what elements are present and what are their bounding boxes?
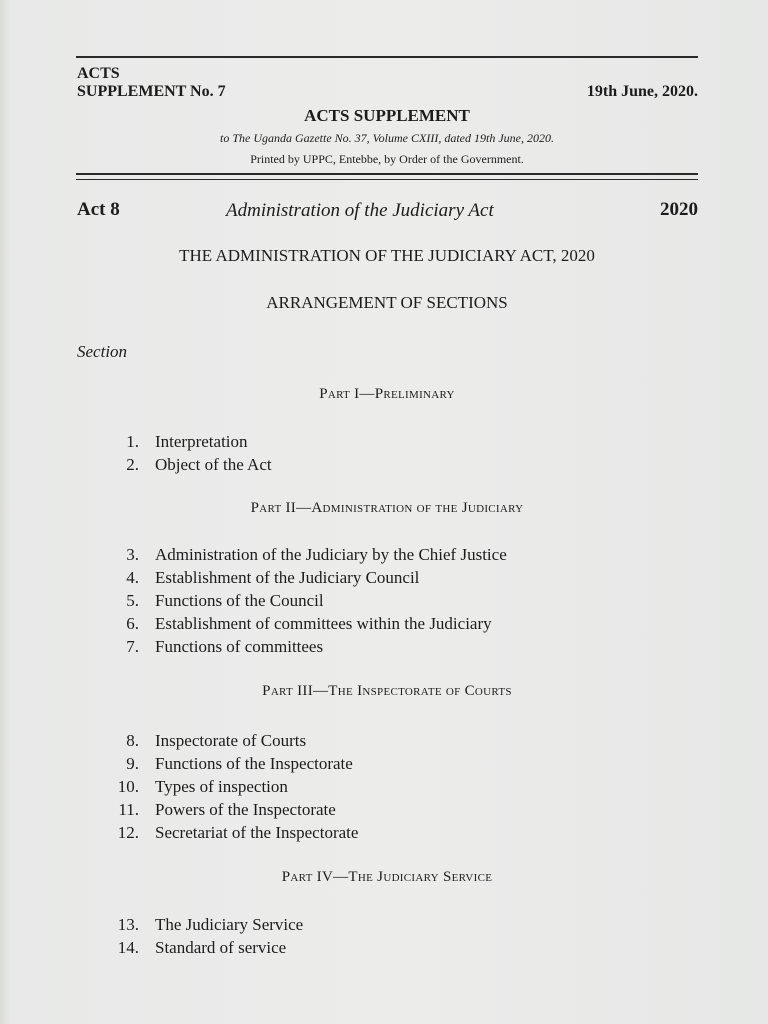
section-number: 5. bbox=[126, 591, 139, 610]
section-number: 12. bbox=[117, 823, 139, 842]
section-number: 10. bbox=[117, 777, 139, 796]
section-number: 3. bbox=[126, 545, 139, 564]
section-number: 8. bbox=[126, 731, 139, 750]
section-title: Inspectorate of Courts bbox=[155, 731, 307, 750]
part-heading: Part III—The Inspectorate of Courts bbox=[262, 683, 512, 699]
part-heading: Part IV—The Judiciary Service bbox=[281, 869, 493, 885]
section-number: 6. bbox=[126, 614, 139, 633]
section-title: Functions of committees bbox=[155, 637, 324, 656]
header-rule-upper bbox=[76, 173, 698, 175]
section-title: The Judiciary Service bbox=[155, 915, 304, 934]
act-year: 2020 bbox=[660, 199, 698, 220]
section-title: Standard of service bbox=[155, 938, 287, 957]
supplement-date: 19th June, 2020. bbox=[586, 83, 698, 100]
printed-line: Printed by UPPC, Entebbe, by Order of the Government. bbox=[250, 152, 524, 166]
section-title: Interpretation bbox=[155, 432, 248, 451]
section-title: Functions of the Inspectorate bbox=[155, 754, 353, 773]
section-number: 14. bbox=[117, 938, 139, 957]
section-title: Establishment of the Judiciary Council bbox=[155, 568, 420, 587]
section-title: Administration of the Judiciary by the Chief Justice bbox=[155, 545, 507, 564]
section-number: 2. bbox=[126, 455, 139, 474]
section-title: Establishment of committees within the Judiciary bbox=[155, 614, 492, 633]
top-rule bbox=[76, 56, 698, 58]
section-number: 9. bbox=[126, 754, 139, 773]
act-full-title: THE ADMINISTRATION OF THE JUDICIARY ACT, 2020 bbox=[179, 246, 595, 265]
part-heading: Part I—Preliminary bbox=[319, 386, 455, 402]
section-label: Section bbox=[77, 342, 128, 361]
section-number: 13. bbox=[117, 915, 139, 934]
act-number: Act 8 bbox=[77, 199, 120, 220]
section-number: 11. bbox=[118, 800, 139, 819]
section-number: 4. bbox=[126, 568, 139, 587]
section-title: Types of inspection bbox=[155, 777, 288, 796]
section-number: 1. bbox=[126, 432, 139, 451]
arrangement-heading: ARRANGEMENT OF SECTIONS bbox=[266, 293, 508, 312]
section-title: Secretariat of the Inspectorate bbox=[155, 823, 359, 842]
part-heading: Part II—Administration of the Judiciary bbox=[250, 500, 524, 516]
supplement-label: SUPPLEMENT No. 7 bbox=[77, 83, 226, 100]
section-title: Object of the Act bbox=[155, 455, 272, 474]
gazette-line: to The Uganda Gazette No. 37, Volume CXIII, dated 19th June, 2020. bbox=[220, 131, 554, 145]
section-number: 7. bbox=[126, 637, 139, 656]
acts-label: ACTS bbox=[77, 65, 120, 82]
supplement-title: ACTS SUPPLEMENT bbox=[304, 106, 470, 125]
section-title: Functions of the Council bbox=[155, 591, 324, 610]
section-title: Powers of the Inspectorate bbox=[155, 800, 336, 819]
header-rule-lower bbox=[76, 179, 698, 180]
act-name: Administration of the Judiciary Act bbox=[226, 200, 494, 221]
